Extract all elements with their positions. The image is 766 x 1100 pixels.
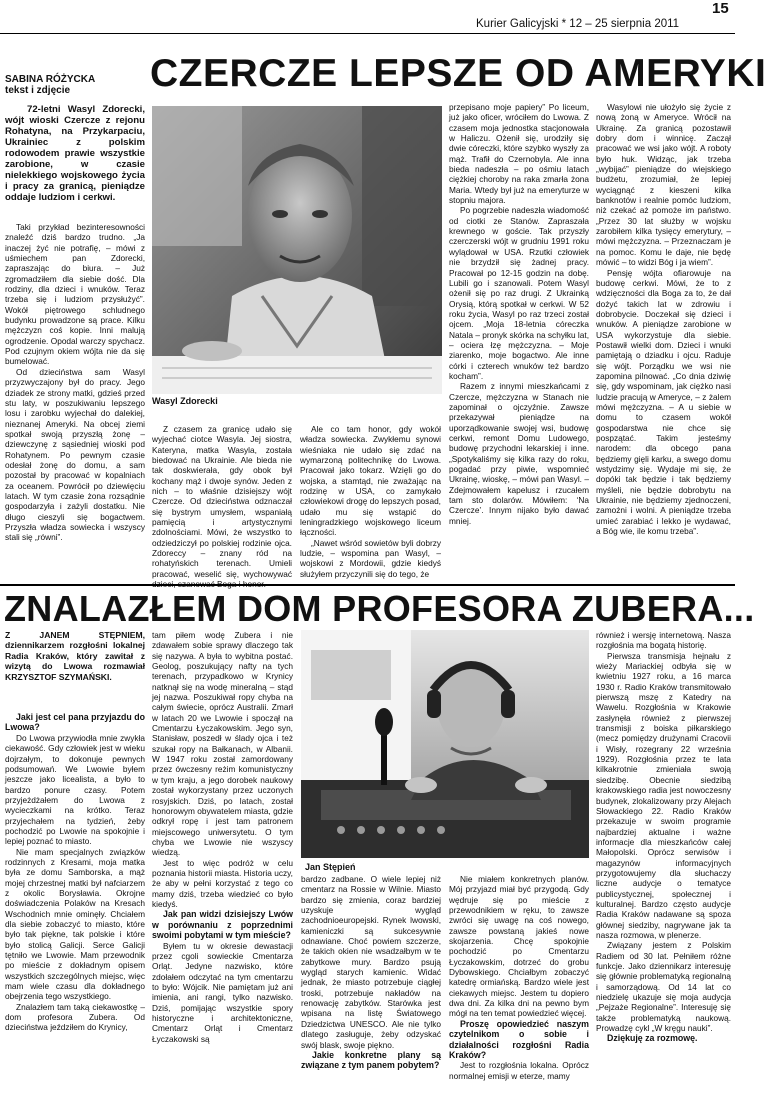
- article2-lead: [5, 630, 145, 708]
- paragraph: Jest to rozgłośnia lokalna. Oprócz normalnej emisji w eterze, mamy: [449, 1060, 589, 1081]
- radio-studio-photo: [301, 630, 589, 858]
- interview-question: Dziękuję za rozmowę.: [607, 1033, 698, 1044]
- paragraph: Znalazłem tam taką ciekawostkę – dom profesora Zubera. Od dzieciństwa jeździłem do Krynicy,: [5, 1001, 145, 1033]
- paragraph: Pensję wójta ofiarowuje na budowę cerkwi. Mówi, że to z wdzięczności dla Boga za to, że dał dożyć takich lat w zdrowiu i dobrobycie. Doczekał się dzieci i wnuków. A pieniądze zarobione w USA wykorzystuje dla siebie. Postawił wielki dom. Dzieci i wnuki pamiętają o dziadku i ojcu. Raduje się wójt. Porządku we wsi nie zapomina pilnować. „Co dnia dziwię się, gdy wspominam, jak ciężko nasi ludzie pracują w Ameryce, – z żalem mówi mężczyzna. – A u siebie w domu to czasem wokół gospodarstwa nie chce się pospzątać. Takim jesteśmy narodem: dla obcego pana będziemy gięli karku, a swego domu wstydzimy się. Wydaje mi się, że dopóki tak będzie i tak będziemy myśleli, nie będzie dobrobytu na Ukrainie, nie będziemy zjednoczeni, zamożni i wolni. A pieniądze trzeba umieć zarabiać i lekko je wydawać, a Bóg wie, ile komu trzeba”.: [596, 267, 731, 537]
- page-number: 15: [712, 0, 729, 17]
- paragraph: Po pogrzebie nadeszła wiadomość od ciotki ze Stanów. Zapraszała krewnego w goście. Tak przyszły czerczerski wójt w grudniu 1991 roku wylądował w USA. Rzutki człowiek nie brzydził się żadnej pracy. Pracował po 12-15 godzin na dobę. Lubili go i szanowali. Potem Wasyl ożenił się po raz drugi. Z Ukrainką Orysią, którą spotkał w cerkwi. W 52 roku życia, Wasyl po raz trzeci został ojcem. „Moja 18-letnia córeczka Natala – pronyk skórka na schyłku lat, – ociera łzę mężczyzna. – Moje ziarenko, moje bogactwo. Ale inne córki i czterech wnuków też bardzo kocham”.: [449, 205, 589, 381]
- paragraph: Wasylowi nie ułożyło się życie z nową żoną w Ameryce. Wrócił na Ukrainę. Za granicą pozostawił dobry dom i winnicę. Zaczął pracować we wsi jako wójt. A roboty było huk. Widząc, jak trzeba „wybijać” pieniądze do wiejskiego budżetu, zrozumiał, że lepiej wyciągnąć z kieszeni kilka banknotów i realnie pomóc ludziom, niż czekać aż pomoże im państwo. „Przez 30 lat służby w wojsku zarobiłem kilka tysięcy emerytury, – mówi mężczyzna. – Przeznaczam je na pomoc. Komu le daje, nie będę mówić – to widzi Bóg i ja wiem”.: [596, 102, 731, 268]
- article1-headline: CZERCZE LEPSZE OD AMERYKI: [150, 52, 766, 95]
- paragraph: Z czasem za granicę udało się wyjechać ciotce Wasyla. Jej siostra, Kateryna, matka Wasyla, została biedować na Ukrainie. Ale bieda nie tak doskwierała, gdy obok był kochany mąż i dwoje synów. Jeden z nich – to właśnie dzisiejszy wójt Czercze. Od dzieciństwa odznaczał się bystrym umysłem, wspaniałą pamięcią i artystycznymi zdolnościami. Mówi, że wszystko to odziedziczył po polskiej rodzinie ojca. Zdoreccy – znany ród na rohatyńskich terenach. Umieli pracować, weselić się, wychowywać: [152, 424, 292, 579]
- paragraph: Nie miałem konkretnych planów. Mój przyjazd miał być przygodą. Gdy wędruje się po mieście z przewodnikiem w ręku, to zawsze zwróci się uwagę na coś nowego, zawsze powstaną jakieś nowe skojarzenia. Chcę spokojnie pochodzić po Cmentarzu Łyczakowskim, dotrzeć do grobu Dybowskiego. Chciałbym zobaczyć katedrę ormiańską. Bardzo wiele jest ciekawych miejsc. Jestem tu dopiero dwa dni. Za kilka dni na pewno bym mógł na ten temat powiedzieć więcej.: [449, 874, 589, 1019]
- paragraph: również i wersję internetową. Nasza rozgłośnia ma bogatą historię.: [596, 630, 731, 651]
- article1-col3: [300, 424, 441, 584]
- paragraph: Pierwsza transmisja hejnału z wieży Mariackiej odbyła się w kwietniu 1927 roku, a 16 marca 1930 r. Radio Kraków transmitowało pierwszą mszę z Katedry na Wawelu. Rozgłośnia w Krakowie zasłynęła również z pierwszej transmisji z boiska piłkarskiego (mecz pomiędzy drużynami Cracovii i Wisły, rozegrany 22 września 1929). Rozgłośnia przez te lata kilkakrotnie zmieniała swoją siedzibę. Obecnie siedzibą krakowskiego radia jest nowoczesny budynek, zlokalizowany przy Alejach Słowackiego 22. Radio Kraków przekazuje w swoim programie najbardziej aktualne i ważne informacje dla mieszkańców całej Małopolski. Oprócz serwisów i magazynów informacyjnych przygotowujemy dla słuchaczy liczne audycje o tematyce publicystycznej, społecznej i kulturalnej. Bardzo często audycje Radia Kraków nadawane są spoza głównej siedziby, nagrywane jak ta nasza rozmowa, w plenerze.: [596, 650, 731, 940]
- article1-col5: [596, 102, 731, 582]
- paragraph: Do Lwowa przywiodła mnie zwykła ciekawość. Gdy człowiek jest w wieku dojrzałym, to dokonuje pewnych podsumowań. We Lwowie byłem jeszcze jako licealista, a było to bardzo ponure czasy. Potem przyjeżdżałem do Lwowa z wycieczkami na krótko. Teraz przyjechałem na tydzień, żeby pochodzić po Lwowie na spokojnie i lepiej poznać to miasto.: [5, 732, 145, 847]
- man-portrait-photo: [152, 106, 442, 394]
- article2-col1: [5, 712, 145, 1100]
- paragraph: Razem z innymi mieszkańcami z Czercze, mężczyzna w Stanach nie zapominał o ojczyźnie. Zawsze przekazywał pieniądze na uporządkowanie swojej wsi, budowę cerkwi, remont Domu Ludowego, budowę przychodni lekarskiej i inne. „Spotykaliśmy się kilka razy do roku, pogadać przy piwie, wspomnieć Ukrainę, wioskę, – mówi pan Wasyl. – Zdejmowałem kapelusz i rzucałem tam sto dolarów. Mówiłem: ‘Na Czercze’. Innym nijako było dawać mniej.: [449, 381, 589, 526]
- article2-col4: [449, 874, 589, 1100]
- paragraph: bardzo zadbane. O wiele lepiej niż cmentarz na Rossie w Wilnie. Miasto bardzo się zmienia, coraz bardziej uzyskuje wygląd zachodnioeuropejski. Rynek lwowski, kamieniczki są sukcesywnie odnawiane. Choć powiem szczerze, że takich okien nie wsadzałbym w te zabytkowe mury. Bardzo psują wygląd starych kamienic. Widać jednak, że miasto potrzebuje ciągłej troski, potrzebuje nakładów na renowację zabytków. Starówka jest wpisana na listę Światowego Dziedzictwa UNESCO. Ale nie tylko dlatego zasługuje, żeby odzyskać swój blask, swoje piękno.: [301, 874, 441, 1050]
- paragraph: Związany jestem z Polskim Radiem od 30 lat. Pełniłem różne funkcje. Jako dziennikarz interesuję się głównie problematyką regionalną i samorządową. Od 14 lat co niedzielę ukazuje się moja audycja „Pejzaże Regionalne”. Interesuję się także problematyką naukową. Prowadzę cykl „W kręgu nauki”.: [596, 940, 731, 1034]
- article1-lead: [5, 104, 145, 216]
- lead-text: Z JANEM STĘPNIEM, dziennikarzem rozgłośni lokalnej Radia Kraków, który zawitał z wizytą do Lwowa rozmawiał KRZYSZTOF SZYMAŃSKI.: [5, 630, 145, 682]
- interview-question: Jak pan widzi dzisiejszy Lwów w porównaniu z poprzednimi swoimi pobytami w tym mieście?: [152, 909, 293, 941]
- article2-col5: [596, 630, 731, 1100]
- article2-photo: [301, 630, 589, 858]
- author-role: tekst i zdjęcie: [5, 85, 71, 96]
- header-rule: [0, 33, 735, 34]
- article1-author: [5, 74, 95, 96]
- newspaper-date: Kurier Galicyjski * 12 – 25 sierpnia 2011: [476, 18, 680, 30]
- article2-col2: [152, 630, 293, 1100]
- article1-col4: [449, 102, 589, 582]
- author-name: SABINA RÓŻYCKA: [5, 74, 96, 85]
- paragraph: tam piłem wodę Zubera i nie zdawałem sobie sprawy dlaczego tak się nazywa. A była to wybitna postać. Geolog, poszukujący nafty na tych terenach, przypadkowo w Krynicy natknął się na wodę mineralną – stąd jej nazwa. Poszukiwał ropy chyba na całym świecie, oprócz Australii. Zmarł w latach 20 we Lwowie i spoczął na Cmentarzu Łyczakowskim. Jego syn, Stanisław, poszedł w ślady ojca i też szukał ropy na Bałkanach, w Albanii. W 1947 roku został zamordowany przez ówczesny reżim komunistyczny w tym kraju, a jego dorobek naukowy został wykorzystany przez uczonych rosyjskich. Dziś, po latach, został honorowym obywatelem miasta, gdzie odkrył ropę i jest tam patronem miejscowego uniwersytetu. O tym chyba we Lwowie nie wszyscy wiedzą.: [152, 630, 293, 858]
- article1-col1: [5, 222, 145, 582]
- interview-question: Proszę opowiedzieć naszym czytelnikom o sobie i działalności rozgłośni Radia Kraków?: [449, 1018, 589, 1061]
- paragraph: przepisano moje papiery” Po liceum, już jako oficer, wróciłem do Lwowa. Z czasem moja jednostka stacjonowała w Haliczu. Ożenił się, urodziły się dwie córeczki, które szybko wyszły za mąż. Trafił do Czernobyla. Ale inna bieda nadeszła – po ośmiu latach ciężkiej choroby na raka zmarła żona Maria. Wtedy był już na emeryturze w stopniu majora.: [449, 102, 589, 206]
- article2-col3: [301, 874, 441, 1100]
- paragraph: Nie mam specjalnych związków rodzinnych z Kresami, moja matka była ze domu Samborska, a mąż mojej chrzestnej matki był nafciarzem z okolic Borysławia. Okrojne doświadczenia Polaków na Kresach Wschodnich mnie ominęły. Chciałem dla siebie zobaczyć to miasto, które było tak piękne, tak polskie i które było stolicą Galicji. Serce Galicji tętniło we Lwowie. Mam przewodnik po mieście z dokładnym opisem wszystkich szczególnych miejsc, więc mam wiele czasu dla dokładnego obejrzenia tego wszystkiego.: [5, 846, 145, 1002]
- paragraph: „Nawet wśród sowietów byli dobrzy ludzie, – wspomina pan Wasyl, – wojskowi z Mordowii, gdzie kiedyś służyłem przyczynili się do tego, że: [300, 537, 441, 579]
- section-divider: [0, 584, 735, 586]
- lead-text: 72-letni Wasyl Zdorecki, wójt wioski Czercze z rejonu Rohatyna, na Przykarpaciu, Ukrainiec z polskim rodowodem prawie wszystkie zarobione, w czasie nielekkiego wojskowego życia i pracy za granicą, pieniądze oddaje ludziom i cerkwi.: [5, 104, 145, 203]
- interview-question: Jakie konkretne plany są związane z tym panem pobytem?: [301, 1049, 441, 1071]
- interview-question: Jaki jest cel pana przyjazdu do Lwowa?: [5, 712, 145, 733]
- paragraph: Jest to więc podróż w celu poznania historii miasta. Historia uczy, że aby w pełni korzystać z tego co mamy dziś, trzeba wiedzieć co było kiedyś.: [152, 857, 293, 909]
- article2-headline: ZNALAZŁEM DOM PROFESORA ZUBERA...: [4, 588, 755, 629]
- paragraph: Byłem tu w okresie dewastacji przez cgoli sowieckie Cmentarza Orląt. Jedyne nazwisko, które zdołałem odczytać na tym cmentarzu to było: Wójcik. Nie pamiętam już ani imienia, ani rangi, tylko nazwisko. Dziś, pomijając wszystkie spory historyczne i architektoniczne, Cmentarz Orląt i Cmentarz Łyczakowski są: [152, 940, 293, 1044]
- article1-caption: Wasyl Zdorecki: [152, 396, 218, 406]
- article2-caption: Jan Stępień: [305, 862, 356, 872]
- paragraph: Taki przykład bezinteresowności znaleźć dziś bardzo trudno. „Ja inaczej żyć nie potrafię, – mówi z uśmiechem pan Zdorecki, zapraszając do biura. – Już zgromadziłem dla siebie dość. Dla rodziny, dla dzieci i wnuków. Teraz trzeba się i ludziom przysłużyć”. Wokół piętrowego schludnego budynku prowadzone są prace. Kilku mężczyzn coś kopie. Inni malują ogrodzenie. Opodal warczy spychacz. Pod czujnym okiem wójta nie da się bumelować.: [5, 222, 145, 367]
- paragraph: Ale co tam honor, gdy wokół władza sowiecka. Zwykłemu synowi wieśniaka nie udało się zdać na wymarzoną politechnikę do Lwowa. Pracował jako tokarz. Wzięli go do wojska, a stamtąd, nie zważając na rodzinę w USA, co zamykało człowiekowi drogę do lepszych posad, udało mu się wstąpić do leningradzkiego wojskowego liceum łączności.: [300, 424, 441, 538]
- paragraph: Od dzieciństwa sam Wasyl przyzwyczajony był do pracy. Jego dziadek ze strony matki, gdzieś przed stu laty, w poszukiwaniu lepszego losu i zarobku wyjechał do dalekiej, nieznanej Ameryki. Na obcej ziemi spotkał swoją przyszłą żonę – dziewczynę z sąsiedniej wioski pod Rohatynem. Po pewnym czasie odesłał żonę do domu, a sam pozostał by pracować w kopalniach za oceanem. Powrócił po dziewięciu latach. W tym czasie żona rozsądnie gospodarzyła i zażyli dostatku. Nie długo cieszyli się bogactwem. Przyszła władza sowiecka i wszyscy stali się „równi”.: [5, 366, 145, 543]
- article1-photo: [152, 106, 442, 394]
- article1-col2: [152, 424, 292, 584]
